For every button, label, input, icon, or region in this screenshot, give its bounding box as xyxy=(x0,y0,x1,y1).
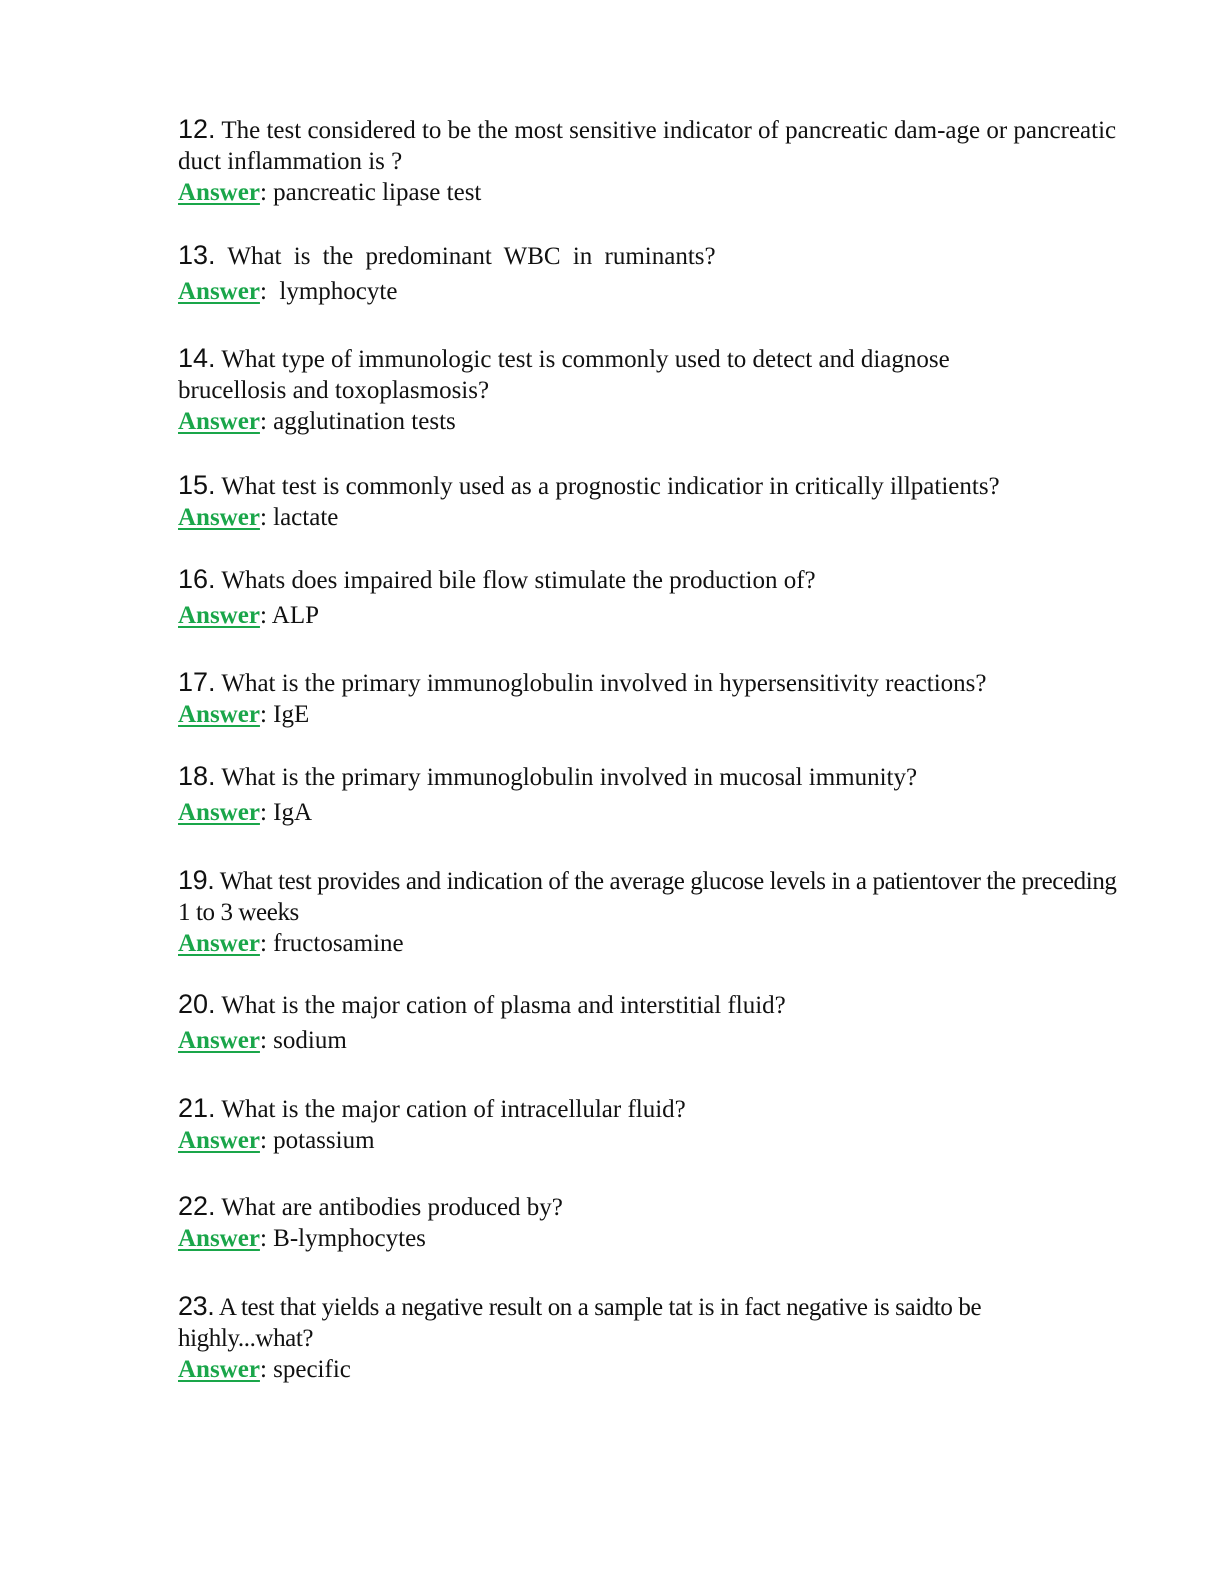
answer-label: Answer xyxy=(178,1127,260,1154)
answer-line: Answer: IgE xyxy=(178,701,310,728)
question-text: A test that yields a negative result on a sample tat is in fact negative is saidto be highly...what? xyxy=(178,1294,982,1352)
question-number: 20. xyxy=(178,989,216,1019)
answer-label: Answer xyxy=(178,504,260,531)
question-number: 18. xyxy=(178,761,216,791)
qa-item-17 xyxy=(178,667,1128,730)
answer-line: Answer: sodium xyxy=(178,1027,347,1054)
answer-label: Answer xyxy=(178,179,260,206)
question-text: What are antibodies produced by? xyxy=(221,1194,563,1221)
qa-item-21 xyxy=(178,1093,1128,1156)
question xyxy=(178,761,1128,793)
qa-item-12 xyxy=(178,114,1128,208)
answer-label: Answer xyxy=(178,602,260,629)
answer-text: fructosamine xyxy=(273,930,404,957)
question xyxy=(178,1093,1128,1125)
question-number: 15. xyxy=(178,470,216,500)
qa-item-18 xyxy=(178,761,1128,828)
question xyxy=(178,1291,1098,1354)
answer-line: Answer: lymphocyte xyxy=(178,278,398,305)
question xyxy=(178,470,1128,502)
answer-text: lymphocyte xyxy=(279,278,398,305)
qa-item-14 xyxy=(178,343,1128,437)
answer-label: Answer xyxy=(178,408,260,435)
question-text: What type of immunologic test is commonly used to detect and diagnose brucellosis and toxoplasmosis? xyxy=(178,346,950,404)
qa-item-19 xyxy=(178,865,1128,959)
question-number: 21. xyxy=(178,1093,216,1123)
question-number: 17. xyxy=(178,667,216,697)
answer-line: Answer: B-lymphocytes xyxy=(178,1225,426,1252)
question xyxy=(178,667,1128,699)
question-text: What test provides and indication of the average glucose levels in a patientover the preceding 1 to 3 weeks xyxy=(178,868,1117,926)
answer-text: agglutination tests xyxy=(273,408,456,435)
question-number: 13. xyxy=(178,240,216,270)
question-number: 12. xyxy=(178,114,216,144)
question xyxy=(178,989,1128,1021)
question xyxy=(178,114,1128,177)
answer-text: potassium xyxy=(273,1127,375,1154)
question xyxy=(178,865,1128,928)
question xyxy=(178,343,1058,406)
answer-text: lactate xyxy=(273,504,339,531)
qa-item-22 xyxy=(178,1191,1128,1254)
answer-label: Answer xyxy=(178,799,260,826)
question-text: What is the major cation of intracellular fluid? xyxy=(221,1096,686,1123)
question-number: 19. xyxy=(178,865,215,895)
question-text: Whats does impaired bile flow stimulate the production of? xyxy=(221,567,816,594)
question-number: 14. xyxy=(178,343,216,373)
question-number: 16. xyxy=(178,564,216,594)
question-text: The test considered to be the most sensitive indicator of pancreatic dam-age or pancreatic duct inflammation is ? xyxy=(178,117,1117,175)
question xyxy=(178,564,1128,596)
answer-line: Answer: ALP xyxy=(178,602,319,629)
answer-text: pancreatic lipase test xyxy=(273,179,482,206)
answer-line: Answer: IgA xyxy=(178,799,313,826)
qa-item-16 xyxy=(178,564,1128,631)
answer-text: specific xyxy=(273,1356,351,1383)
question-text: What is the primary immunoglobulin involved in hypersensitivity reactions? xyxy=(221,670,987,697)
answer-label: Answer xyxy=(178,701,260,728)
question-text: What is the predominant WBC in ruminants? xyxy=(227,243,716,270)
question-text: What is the primary immunoglobulin involved in mucosal immunity? xyxy=(221,764,918,791)
question xyxy=(178,240,1128,272)
answer-text: sodium xyxy=(273,1027,347,1054)
question-number: 23. xyxy=(178,1291,215,1321)
qa-item-13 xyxy=(178,240,1128,307)
answer-text: ALP xyxy=(271,602,319,629)
question-number: 22. xyxy=(178,1191,216,1221)
answer-label: Answer xyxy=(178,1356,260,1383)
answer-line: Answer: potassium xyxy=(178,1127,375,1154)
qa-item-23 xyxy=(178,1291,1128,1385)
qa-item-15 xyxy=(178,470,1128,533)
answer-text: IgE xyxy=(273,701,310,728)
question-text: What is the major cation of plasma and interstitial fluid? xyxy=(221,992,786,1019)
answer-line: Answer: agglutination tests xyxy=(178,408,456,435)
question xyxy=(178,1191,1128,1223)
answer-line: Answer: pancreatic lipase test xyxy=(178,179,482,206)
answer-label: Answer xyxy=(178,278,260,305)
question-text: What test is commonly used as a prognostic indicatior in critically illpatients? xyxy=(221,473,1000,500)
answer-label: Answer xyxy=(178,1225,260,1252)
answer-line: Answer: fructosamine xyxy=(178,930,404,957)
answer-label: Answer xyxy=(178,930,260,957)
answer-line: Answer: specific xyxy=(178,1356,351,1383)
qa-item-20 xyxy=(178,989,1128,1056)
answer-label: Answer xyxy=(178,1027,260,1054)
answer-text: B-lymphocytes xyxy=(273,1225,426,1252)
answer-line: Answer: lactate xyxy=(178,504,339,531)
answer-text: IgA xyxy=(273,799,313,826)
